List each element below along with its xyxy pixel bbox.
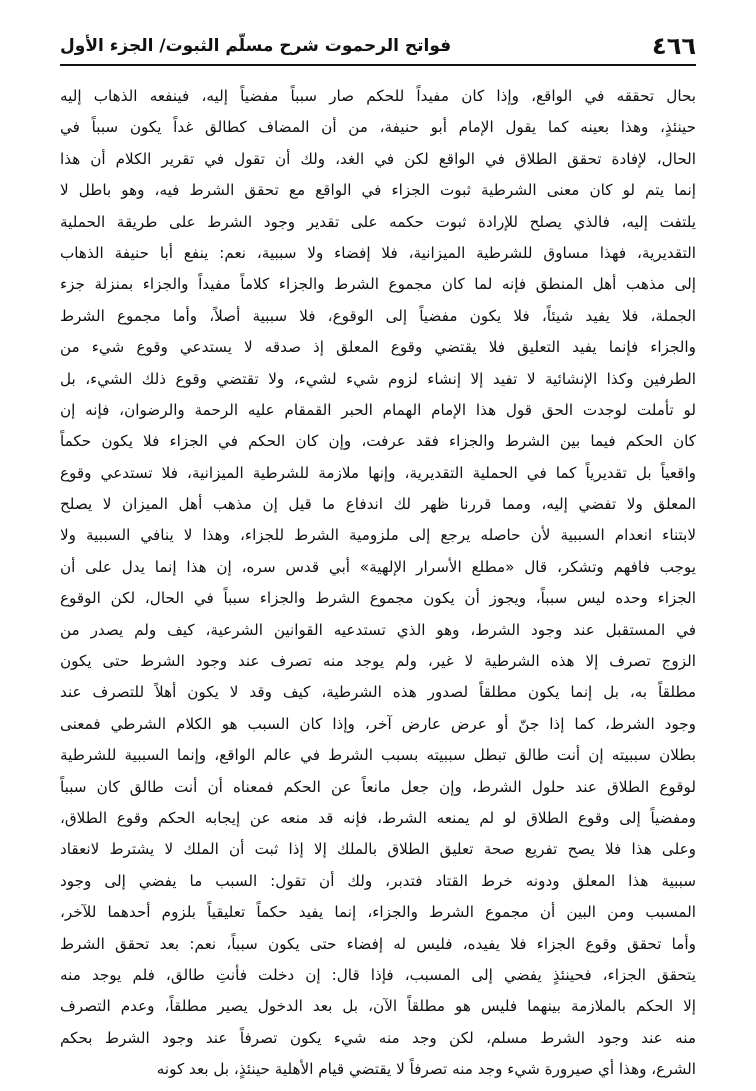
text-line: وعلى هذا فلا يصح تفريع صحة تعليق الطلاق بالملك إلا إذا ثبت أن الملك لا يشترط لانعقاد	[60, 840, 696, 859]
running-header	[60, 30, 696, 66]
text-line: المعلق ولا تفضي إليه، ومما قررنا ظهر لك اندفاع ما قيل إن مذهب أهل الميزان لا يصلح	[60, 495, 696, 514]
text-line: سببية هذا المعلق ودونه خرط القتاد فتدبر، ولك أن تقول: السبب ما يفضي إلى وجود	[60, 871, 696, 890]
text-line: حينئذٍ، وهذا بعينه كما يقول الإمام أبو حنيفة، من أن المضاف كطالق غداً يكون سبباً في	[60, 118, 696, 137]
text-line: يلتفت إليه، فالذي يصلح للإرادة ثبوت حكمه على تقدير وجود الشرط على طريقة الحملية	[60, 212, 696, 231]
body-text	[60, 81, 696, 1086]
text-line: مطلقاً به، بل إنما يكون مطلقاً لصدور هذه الشرطية، كيف وقد لا يكون أهلاً للتصرف عند	[60, 683, 696, 702]
text-line: ومفضياً إلى وقوع الطلاق لو لم يمنعه الشرط، فإنه قد منعه عن إيجابه الحكم وقوع الطلاق،	[60, 808, 696, 827]
text-line: لوقوع الطلاق عند حلول الشرط، وإن جعل مانعاً عن الحكم فمعناه أن أنت طالق كان سبباً	[60, 777, 696, 796]
text-line: الحال، لإفادة تحقق الطلاق في الواقع لكن في الغد، ولك أن تقول في تقرير الكلام أن هذا	[60, 149, 696, 168]
text-line: في المستقبل عند وجود الشرط، وهو الذي تستدعيه القوانين الشرعية، كيف ولم يصدر من	[60, 620, 696, 639]
book-title: فواتح الرحموت شرح مسلّم الثبوت/ الجزء الأول	[60, 36, 452, 56]
text-line: يتحقق الجزاء، فحينئذٍ يفضي إلى المسبب، فإذا قال: إن دخلت فأنتِ طالق، فلم يوجد منه	[60, 965, 696, 984]
text-line: بحال تحققه في الواقع، وإذا كان مفيداً للحكم صار سبباً مفضياً إليه، فينفعه الذهاب إليه	[60, 87, 696, 105]
text-line: إلا الحكم بالملازمة بينهما فليس هو مطلقاً الآن، بل بعد الدخول يصير مطلقاً، وعدم التصرف	[60, 997, 696, 1016]
text-line: التقديرية، فهذا مساوق للشرطية الميزانية، فلا إفضاء ولا سببية، نعم: ينفع أبا حنيفة الذهاب	[60, 243, 696, 262]
text-line: المسبب ومن البين أن مجموع الشرط والجزاء، إنما يفيد حكماً تعليقياً بلزوم أحدهما للآخر،	[60, 903, 696, 922]
text-line: الجملة، فلا يفيد شيئاً، فلا يكون مفضياً إلى الوقوع، فلا سببية أصلاً، وأما مجموع الشرط	[60, 306, 696, 325]
text-line: وجود الشرط، كما إذا جنّ أو عرض عارض آخر، وإذا كان السبب هو الكلام الشرطي فمعنى	[60, 714, 696, 733]
page-number: ٤٦٦	[652, 32, 696, 60]
text-line: واقعياً بل تقديرياً كما في الحملية التقديرية، وإنها ملازمة للشرطية الميزانية، فلا تستدعي وقوع	[60, 463, 696, 482]
text-line: لابتناء انعدام السببية لأن حاصله يرجع إلى ملزومية الشرط للجزاء، وهذا لا ينافي السببية ولا	[60, 526, 696, 545]
text-line: لو تأملت لوجدت الحق قول هذا الإمام الهمام الحبر القمقام عليه الرحمة والرضوان، فإنه إن	[60, 400, 696, 419]
text-line: بطلان سببيته إن أنت طالق تبطل سببيته بسبب الشرط في عالم الواقع، وإنما السببية للشرطية	[60, 746, 696, 765]
text-line: والجزاء فإنما يفيد التعليق فلا يقتضي وقوع المعلق إذ صدقه لا يستدعي وقوع شيء من	[60, 338, 696, 357]
text-line: الطرفين وكذا الإنشائية لا تفيد إلا إنشاء لزوم شيء لشيء، ولا تقتضي وقوع ذلك الشيء، بل	[60, 369, 696, 388]
text-line: منه عند وجود الشرط مسلم، لكن وجد منه شيء يكون تصرفاً عند وجود الشرط بحكم	[60, 1028, 696, 1047]
text-line: الشرع، وهذا أي صيرورة شيء وجد منه تصرفاً لا يقتضي قيام الأهلية حينئذٍ، بل بعد كونه	[156, 1060, 696, 1079]
text-line: وأما تحقق وقوع الجزاء فلا يفيده، فليس له إفضاء حتى يكون سبباً، نعم: بعد تحقق الشرط	[60, 934, 696, 953]
text-line: إلى مذهب أهل المنطق فإنه لما كان مجموع الشرط والجزاء كلاماً مفيداً والجزاء بمنزلة جزء	[60, 275, 696, 294]
text-line: الزوج تصرف إلا هذه الشرطية لا غير، ولم يوجد منه تصرف عند وجود الشرط حتى يكون	[60, 652, 696, 671]
text-line: إنما يتم لو كان معنى الشرطية ثبوت الجزاء في الواقع مع تحقق الشرط فيه، وهو باطل لا	[60, 181, 696, 200]
text-line: كان الحكم فيما بين الشرط والجزاء فقد عرفت، وإن كان الحكم في الجزاء فلا يكون حكماً	[60, 432, 696, 451]
text-line: يوجب فافهم وتشكر، قال «مطلع الأسرار الإلهية» أبي قدس سره، إن هذا إنما يدل على أن	[60, 557, 696, 576]
text-line: الجزاء وحده ليس سبباً، ويجوز أن يكون مجموع الشرط والجزاء سبباً في الحال، لكن الوقوع	[60, 589, 696, 608]
